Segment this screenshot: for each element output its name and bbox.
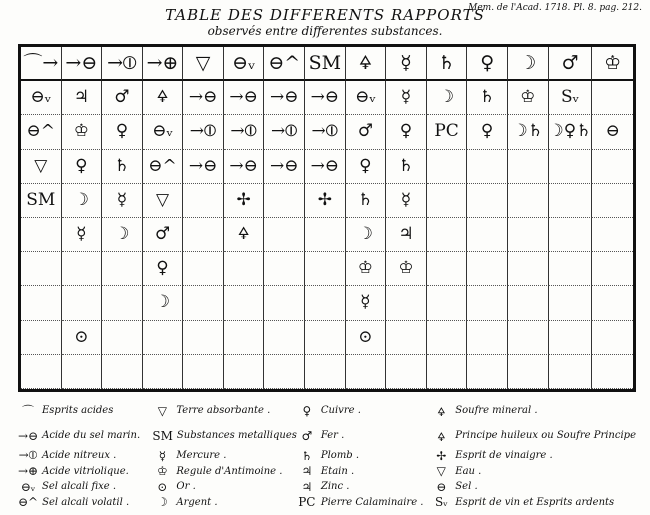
table-cell: ☽ xyxy=(102,218,143,252)
table-cell: SM xyxy=(21,184,62,218)
legend-label: Pierre Calaminaire . xyxy=(320,496,424,508)
table-cell-empty xyxy=(592,81,633,115)
legend-item xyxy=(431,398,636,423)
table-cell xyxy=(264,218,305,252)
table-cell xyxy=(549,218,593,252)
table-cell-empty xyxy=(62,355,103,389)
legend-symbol: PC xyxy=(298,495,316,510)
table-cell: ♄ xyxy=(386,150,427,184)
legend-item xyxy=(431,448,636,464)
table-cell xyxy=(102,321,143,355)
table-cell: →⦶ xyxy=(224,115,265,149)
table-cell xyxy=(592,218,633,252)
table-cell xyxy=(305,286,346,320)
table-cell xyxy=(183,321,224,355)
legend-item xyxy=(152,398,296,423)
table-cell: ▽ xyxy=(143,184,184,218)
table-cell: ✢ xyxy=(305,184,346,218)
table-cell-empty xyxy=(427,355,468,389)
table-cell-empty xyxy=(224,355,265,389)
legend-label: Argent . xyxy=(176,496,218,508)
table-cell xyxy=(102,286,143,320)
table-cell: →⦶ xyxy=(183,115,224,149)
table-cell xyxy=(549,286,593,320)
legend-item xyxy=(431,495,636,511)
table-cell-empty xyxy=(264,355,305,389)
legend-label: Mercure . xyxy=(176,450,227,462)
table-cell xyxy=(427,150,468,184)
table-cell: ♀ xyxy=(386,115,427,149)
table-cell: ♔ xyxy=(386,252,427,286)
table-cell xyxy=(592,184,633,218)
plate-reference: Mem. de l'Acad. 1718. Pl. 8. pag. 212. xyxy=(468,3,642,13)
table-cell: ♄ xyxy=(102,150,143,184)
table-cell: ♃ xyxy=(62,81,103,115)
table-cell xyxy=(467,218,508,252)
table-cell xyxy=(467,286,508,320)
legend-symbol: SM xyxy=(152,428,173,443)
legend-label: Terre absorbante . xyxy=(176,405,271,416)
table-cell: ♀ xyxy=(62,150,103,184)
table-cell: ⊖ᵥ xyxy=(346,81,387,115)
legend-item xyxy=(18,423,152,448)
legend-item xyxy=(297,479,431,495)
legend-label: Acide du sel marin. xyxy=(42,430,141,441)
table-cell: Sᵥ xyxy=(549,81,593,115)
table-cell-empty xyxy=(592,355,633,389)
legend-symbol: →⊕ xyxy=(18,464,39,479)
table-cell xyxy=(264,321,305,355)
table-cell: ☽ xyxy=(62,184,103,218)
table-cell xyxy=(508,252,549,286)
table-cell: PC xyxy=(427,115,468,149)
table-cell: 🜍 xyxy=(143,81,184,115)
table-cell: ⊖^ xyxy=(21,115,62,149)
table-cell xyxy=(549,184,593,218)
table-cell xyxy=(264,252,305,286)
legend-symbol: 🜍 xyxy=(437,430,446,444)
legend-item xyxy=(18,398,152,423)
table-cell: ♔ xyxy=(346,252,387,286)
table-header-cell: ⊖ᵥ xyxy=(224,47,265,81)
table-cell xyxy=(386,286,427,320)
table-cell xyxy=(508,321,549,355)
table-cell xyxy=(549,150,593,184)
table-cell: ♄ xyxy=(467,81,508,115)
table-cell: →⊖ xyxy=(183,150,224,184)
legend-symbol: ▽ xyxy=(436,464,446,479)
table-header-cell: 🜍 xyxy=(346,47,387,81)
legend-label: Principe huileux ou Soufre Principe xyxy=(455,430,636,441)
table-cell: ⊖ xyxy=(592,115,633,149)
table-cell: ☿ xyxy=(386,184,427,218)
table-cell: ♀ xyxy=(102,115,143,149)
table-cell xyxy=(21,286,62,320)
table-cell-empty xyxy=(183,355,224,389)
table-cell: ☽ xyxy=(427,81,468,115)
table-cell: →⊖ xyxy=(305,81,346,115)
legend-symbol: ♃ xyxy=(301,464,313,479)
legend-item xyxy=(18,479,152,495)
table-header-cell: ☽ xyxy=(508,47,549,81)
legend-symbol: ⊖ᵥ xyxy=(20,479,36,494)
legend-item xyxy=(297,448,431,464)
table-cell: ⊖ᵥ xyxy=(143,115,184,149)
table-cell-empty xyxy=(508,355,549,389)
table-cell: ☽♄ xyxy=(508,115,549,149)
table-cell: →⊖ xyxy=(183,81,224,115)
table-cell xyxy=(21,321,62,355)
table-cell: ♂ xyxy=(346,115,387,149)
table-cell xyxy=(467,321,508,355)
table-cell: →⊖ xyxy=(224,150,265,184)
legend-symbol: ✢ xyxy=(436,448,447,463)
table-cell xyxy=(264,184,305,218)
table-header-cell: ♔ xyxy=(592,47,633,81)
legend-label: Acide nitreux . xyxy=(42,450,117,462)
table-header-cell: ⌒→ xyxy=(21,47,62,81)
legend-label: Sel alcali volatil . xyxy=(42,496,130,508)
table-cell xyxy=(508,150,549,184)
table-cell xyxy=(183,252,224,286)
table-cell: ♂ xyxy=(143,218,184,252)
table-cell: ♀ xyxy=(143,252,184,286)
legend-item xyxy=(18,464,152,480)
legend-symbol: ☽ xyxy=(157,495,168,510)
table-cell: ⊙ xyxy=(62,321,103,355)
affinity-grid xyxy=(21,47,633,389)
table-cell: ☽♀♄ xyxy=(549,115,593,149)
legend-item xyxy=(152,464,296,480)
table-cell xyxy=(427,218,468,252)
legend-symbol: ♃ xyxy=(301,479,313,494)
table-cell xyxy=(386,321,427,355)
legend-label: Substances metalliques xyxy=(176,430,297,441)
legend-label: Eau . xyxy=(455,465,482,477)
table-cell: ♔ xyxy=(62,115,103,149)
table-header-cell: ♀ xyxy=(467,47,508,81)
table-cell: →⦶ xyxy=(305,115,346,149)
legend-symbol: ♂ xyxy=(301,428,313,443)
table-cell: ⊙ xyxy=(346,321,387,355)
table-cell xyxy=(183,218,224,252)
affinity-table xyxy=(18,44,636,392)
legend-label: Cuivre . xyxy=(320,405,361,416)
table-cell xyxy=(62,286,103,320)
legend-item xyxy=(18,448,152,464)
legend-symbol: ⌒ xyxy=(21,404,34,418)
table-cell: ♀ xyxy=(467,115,508,149)
table-cell: ⊖^ xyxy=(143,150,184,184)
table-cell xyxy=(508,218,549,252)
legend-item xyxy=(18,495,152,511)
legend-item xyxy=(431,423,636,448)
table-cell xyxy=(592,321,633,355)
legend-symbol: ☿ xyxy=(158,448,167,463)
table-cell xyxy=(508,286,549,320)
symbol-legend xyxy=(18,398,636,510)
table-cell: ☿ xyxy=(62,218,103,252)
legend-label: Esprit de vinaigre . xyxy=(455,450,553,462)
legend-label: Etain . xyxy=(320,465,355,477)
table-cell xyxy=(467,150,508,184)
table-cell xyxy=(427,286,468,320)
table-cell xyxy=(183,184,224,218)
legend-item xyxy=(152,448,296,464)
table-cell: ♃ xyxy=(386,218,427,252)
legend-symbol: →⦶ xyxy=(18,448,38,463)
legend-label: Sel . xyxy=(455,481,478,493)
table-cell: ▽ xyxy=(21,150,62,184)
table-cell: ♀ xyxy=(346,150,387,184)
table-header-cell: ▽ xyxy=(183,47,224,81)
table-cell xyxy=(224,252,265,286)
table-cell xyxy=(224,321,265,355)
legend-symbol: Sᵥ xyxy=(434,495,448,510)
table-cell: ☽ xyxy=(346,218,387,252)
legend-label: Or . xyxy=(176,481,196,493)
table-cell xyxy=(549,321,593,355)
legend-symbol: 🜍 xyxy=(437,405,446,419)
table-header-cell: ☿ xyxy=(386,47,427,81)
table-cell-empty xyxy=(102,355,143,389)
table-cell: ⊖ᵥ xyxy=(21,81,62,115)
legend-symbol: ▽ xyxy=(157,403,168,418)
legend-item xyxy=(152,495,296,511)
table-cell xyxy=(102,252,143,286)
table-cell xyxy=(305,252,346,286)
table-header-cell: →⊖ xyxy=(62,47,103,81)
table-cell xyxy=(183,286,224,320)
table-cell xyxy=(143,321,184,355)
page-subtitle: observés entre differentes substances. xyxy=(207,24,443,38)
table-cell: ☿ xyxy=(102,184,143,218)
table-cell xyxy=(592,286,633,320)
legend-label: Sel alcali fixe . xyxy=(42,481,117,493)
table-cell xyxy=(21,252,62,286)
table-cell xyxy=(549,252,593,286)
table-cell xyxy=(427,184,468,218)
table-cell xyxy=(427,252,468,286)
table-cell: ✢ xyxy=(224,184,265,218)
table-cell xyxy=(427,321,468,355)
table-cell xyxy=(224,286,265,320)
legend-label: Esprits acides xyxy=(42,405,114,416)
legend-label: Zinc . xyxy=(320,481,350,493)
table-header-cell: ⊖^ xyxy=(264,47,305,81)
table-cell: ☽ xyxy=(143,286,184,320)
legend-item xyxy=(431,464,636,480)
legend-label: Acide vitriolique. xyxy=(42,465,129,477)
legend-item xyxy=(297,495,431,511)
legend-symbol: ♀ xyxy=(302,403,312,418)
legend-item xyxy=(297,464,431,480)
table-cell xyxy=(264,286,305,320)
legend-label: Esprit de vin et Esprits ardents xyxy=(455,496,615,508)
table-cell xyxy=(592,150,633,184)
table-cell: ☿ xyxy=(386,81,427,115)
table-header-cell: ♂ xyxy=(549,47,593,81)
table-cell: →⦶ xyxy=(264,115,305,149)
table-header-cell: SM xyxy=(305,47,346,81)
legend-item xyxy=(297,398,431,423)
legend-label: Fer . xyxy=(320,430,345,441)
legend-item xyxy=(297,423,431,448)
legend-symbol: →⊖ xyxy=(18,428,39,443)
table-cell: →⊖ xyxy=(305,150,346,184)
table-cell xyxy=(21,218,62,252)
table-cell xyxy=(305,321,346,355)
table-cell xyxy=(508,184,549,218)
legend-item xyxy=(152,479,296,495)
table-cell xyxy=(592,252,633,286)
table-cell xyxy=(467,184,508,218)
table-cell-empty xyxy=(467,355,508,389)
table-header-cell: →⦶ xyxy=(102,47,143,81)
table-cell: ♂ xyxy=(102,81,143,115)
table-header-cell: →⊕ xyxy=(143,47,184,81)
legend-symbol: ⊖ xyxy=(436,479,447,494)
table-cell-empty xyxy=(21,355,62,389)
table-cell-empty xyxy=(305,355,346,389)
table-cell: →⊖ xyxy=(224,81,265,115)
table-cell: →⊖ xyxy=(264,81,305,115)
table-cell xyxy=(305,218,346,252)
table-cell-empty xyxy=(143,355,184,389)
legend-symbol: ♔ xyxy=(157,464,168,479)
table-cell-empty xyxy=(386,355,427,389)
legend-label: Plomb . xyxy=(320,450,360,462)
table-cell xyxy=(62,252,103,286)
legend-label: Soufre mineral . xyxy=(455,405,538,416)
table-cell: ♄ xyxy=(346,184,387,218)
legend-item xyxy=(431,479,636,495)
table-cell: 🜍 xyxy=(224,218,265,252)
legend-symbol: ♄ xyxy=(301,448,313,463)
table-header-cell: ♄ xyxy=(427,47,468,81)
table-cell: ♔ xyxy=(508,81,549,115)
page-title: TABLE DES DIFFERENTS RAPPORTS xyxy=(165,6,485,24)
table-cell xyxy=(467,252,508,286)
table-cell-empty xyxy=(549,355,593,389)
legend-symbol: ⊖^ xyxy=(18,495,39,510)
legend-label: Regule d'Antimoine . xyxy=(176,465,283,477)
legend-item xyxy=(152,423,296,448)
table-cell: →⊖ xyxy=(264,150,305,184)
legend-symbol: ⊙ xyxy=(157,479,168,494)
table-cell: ☿ xyxy=(346,286,387,320)
table-cell-empty xyxy=(346,355,387,389)
